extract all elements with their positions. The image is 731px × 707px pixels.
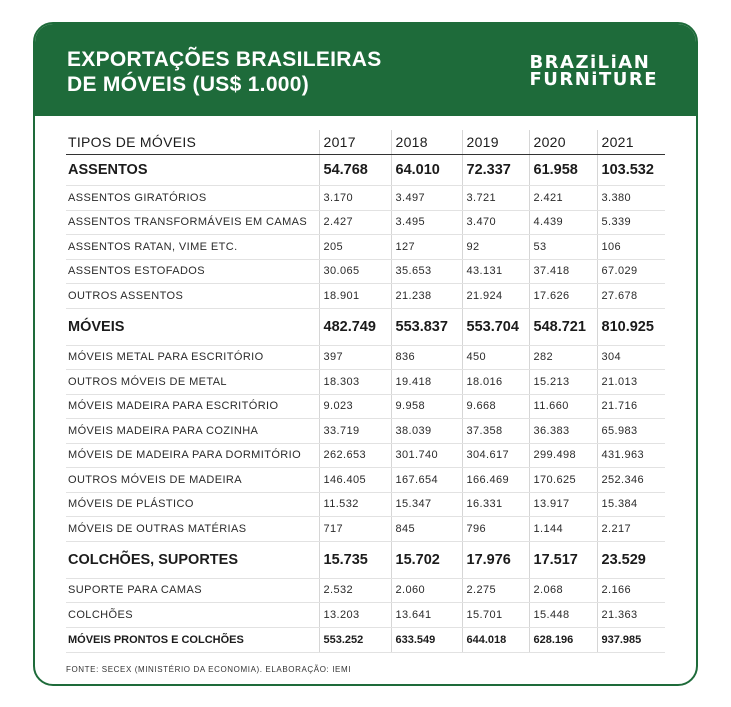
brazilian-furniture-logo	[529, 54, 658, 88]
table-row	[66, 468, 665, 493]
cell-2018: 19.418	[391, 370, 462, 395]
cell-2020: 53	[529, 235, 597, 260]
cell-2020: 17.626	[529, 284, 597, 309]
cell-2017: 11.532	[319, 492, 391, 517]
category-row	[66, 541, 665, 578]
cell-2021: 2.217	[597, 517, 665, 542]
row-label: MÓVEIS DE OUTRAS MATÉRIAS	[66, 517, 319, 542]
logo-line-2: FURNiTURE	[529, 69, 658, 90]
row-label: COLCHÕES, SUPORTES	[66, 541, 319, 578]
cell-2021: 103.532	[597, 155, 665, 186]
cell-2018: 21.238	[391, 284, 462, 309]
cell-2017: 397	[319, 345, 391, 370]
cell-2018: 2.060	[391, 578, 462, 603]
cell-2017: 553.252	[319, 627, 391, 652]
cell-2021: 252.346	[597, 468, 665, 493]
column-header-type: TIPOS DE MÓVEIS	[66, 130, 319, 155]
cell-2019: 2.275	[462, 578, 529, 603]
table-row	[66, 419, 665, 444]
column-header-2021: 2021	[597, 130, 665, 155]
cell-2021: 15.384	[597, 492, 665, 517]
row-label: ASSENTOS GIRATÓRIOS	[66, 186, 319, 211]
table-row	[66, 443, 665, 468]
row-label: OUTROS ASSENTOS	[66, 284, 319, 309]
cell-2018: 13.641	[391, 603, 462, 628]
cell-2020: 13.917	[529, 492, 597, 517]
cell-2020: 61.958	[529, 155, 597, 186]
column-header-2017: 2017	[319, 130, 391, 155]
row-label: ASSENTOS TRANSFORMÁVEIS EM CAMAS	[66, 210, 319, 235]
cell-2018: 553.837	[391, 308, 462, 345]
row-label: ASSENTOS ESTOFADOS	[66, 259, 319, 284]
title-line-2: DE MÓVEIS (US$ 1.000)	[67, 73, 310, 96]
column-header-2020: 2020	[529, 130, 597, 155]
cell-2020: 37.418	[529, 259, 597, 284]
cell-2019: 796	[462, 517, 529, 542]
cell-2017: 717	[319, 517, 391, 542]
cell-2019: 92	[462, 235, 529, 260]
row-label: OUTROS MÓVEIS DE MADEIRA	[66, 468, 319, 493]
cell-2018: 64.010	[391, 155, 462, 186]
cell-2021: 304	[597, 345, 665, 370]
cell-2021: 431.963	[597, 443, 665, 468]
cell-2017: 30.065	[319, 259, 391, 284]
cell-2020: 15.213	[529, 370, 597, 395]
cell-2020: 17.517	[529, 541, 597, 578]
table-row	[66, 603, 665, 628]
cell-2018: 3.497	[391, 186, 462, 211]
table-row	[66, 235, 665, 260]
table-row	[66, 210, 665, 235]
row-label: MÓVEIS MADEIRA PARA COZINHA	[66, 419, 319, 444]
row-label: MÓVEIS	[66, 308, 319, 345]
logo-line-1: BRAZiLiAN	[529, 52, 651, 73]
cell-2019: 3.470	[462, 210, 529, 235]
cell-2018: 15.702	[391, 541, 462, 578]
row-label: MÓVEIS PRONTOS E COLCHÕES	[66, 627, 319, 652]
cell-2020: 548.721	[529, 308, 597, 345]
category-row	[66, 155, 665, 186]
cell-2020: 11.660	[529, 394, 597, 419]
cell-2019: 3.721	[462, 186, 529, 211]
cell-2019: 16.331	[462, 492, 529, 517]
row-label: ASSENTOS	[66, 155, 319, 186]
cell-2020: 170.625	[529, 468, 597, 493]
cell-2017: 2.427	[319, 210, 391, 235]
cell-2018: 836	[391, 345, 462, 370]
source-note: FONTE: SECEX (MINISTÉRIO DA ECONOMIA). ELABORAÇÃO: IEMI	[66, 665, 352, 674]
table-header-row	[66, 130, 665, 155]
cell-2020: 282	[529, 345, 597, 370]
table-row	[66, 370, 665, 395]
table-row	[66, 345, 665, 370]
cell-2017: 15.735	[319, 541, 391, 578]
cell-2017: 9.023	[319, 394, 391, 419]
cell-2021: 27.678	[597, 284, 665, 309]
cell-2019: 18.016	[462, 370, 529, 395]
cell-2018: 9.958	[391, 394, 462, 419]
row-label: MÓVEIS MADEIRA PARA ESCRITÓRIO	[66, 394, 319, 419]
row-label: MÓVEIS METAL PARA ESCRITÓRIO	[66, 345, 319, 370]
row-label: MÓVEIS DE PLÁSTICO	[66, 492, 319, 517]
cell-2018: 15.347	[391, 492, 462, 517]
table-row	[66, 259, 665, 284]
exports-table	[66, 130, 665, 653]
cell-2020: 1.144	[529, 517, 597, 542]
row-label: SUPORTE PARA CAMAS	[66, 578, 319, 603]
cell-2021: 3.380	[597, 186, 665, 211]
row-label: OUTROS MÓVEIS DE METAL	[66, 370, 319, 395]
table-row	[66, 517, 665, 542]
cell-2018: 301.740	[391, 443, 462, 468]
cell-2019: 43.131	[462, 259, 529, 284]
cell-2021: 937.985	[597, 627, 665, 652]
cell-2019: 17.976	[462, 541, 529, 578]
cell-2019: 644.018	[462, 627, 529, 652]
cell-2019: 21.924	[462, 284, 529, 309]
cell-2021: 23.529	[597, 541, 665, 578]
cell-2018: 3.495	[391, 210, 462, 235]
title-line-1: EXPORTAÇÕES BRASILEIRAS	[67, 48, 382, 71]
cell-2017: 2.532	[319, 578, 391, 603]
cell-2018: 633.549	[391, 627, 462, 652]
table-row	[66, 186, 665, 211]
cell-2018: 167.654	[391, 468, 462, 493]
table-row	[66, 394, 665, 419]
table-row	[66, 284, 665, 309]
cell-2017: 205	[319, 235, 391, 260]
cell-2019: 37.358	[462, 419, 529, 444]
cell-2020: 4.439	[529, 210, 597, 235]
cell-2018: 35.653	[391, 259, 462, 284]
cell-2020: 299.498	[529, 443, 597, 468]
column-header-2018: 2018	[391, 130, 462, 155]
cell-2017: 146.405	[319, 468, 391, 493]
row-label: MÓVEIS DE MADEIRA PARA DORMITÓRIO	[66, 443, 319, 468]
cell-2018: 845	[391, 517, 462, 542]
row-label: ASSENTOS RATAN, VIME ETC.	[66, 235, 319, 260]
cell-2021: 21.363	[597, 603, 665, 628]
cell-2019: 304.617	[462, 443, 529, 468]
cell-2019: 450	[462, 345, 529, 370]
category-row	[66, 308, 665, 345]
exports-card	[33, 22, 698, 686]
cell-2017: 3.170	[319, 186, 391, 211]
cell-2020: 15.448	[529, 603, 597, 628]
cell-2017: 13.203	[319, 603, 391, 628]
cell-2017: 18.303	[319, 370, 391, 395]
cell-2020: 2.068	[529, 578, 597, 603]
cell-2018: 127	[391, 235, 462, 260]
column-header-2019: 2019	[462, 130, 529, 155]
cell-2019: 15.701	[462, 603, 529, 628]
total-row	[66, 627, 665, 652]
cell-2021: 21.013	[597, 370, 665, 395]
cell-2020: 36.383	[529, 419, 597, 444]
cell-2020: 628.196	[529, 627, 597, 652]
cell-2019: 166.469	[462, 468, 529, 493]
cell-2021: 2.166	[597, 578, 665, 603]
cell-2021: 5.339	[597, 210, 665, 235]
card-header	[35, 24, 696, 116]
cell-2019: 9.668	[462, 394, 529, 419]
cell-2019: 553.704	[462, 308, 529, 345]
cell-2021: 67.029	[597, 259, 665, 284]
cell-2020: 2.421	[529, 186, 597, 211]
cell-2017: 482.749	[319, 308, 391, 345]
page-title	[67, 47, 382, 97]
table-row	[66, 578, 665, 603]
cell-2021: 65.983	[597, 419, 665, 444]
cell-2019: 72.337	[462, 155, 529, 186]
table-row	[66, 492, 665, 517]
cell-2017: 262.653	[319, 443, 391, 468]
cell-2018: 38.039	[391, 419, 462, 444]
cell-2021: 21.716	[597, 394, 665, 419]
cell-2017: 18.901	[319, 284, 391, 309]
cell-2021: 810.925	[597, 308, 665, 345]
cell-2017: 54.768	[319, 155, 391, 186]
cell-2021: 106	[597, 235, 665, 260]
row-label: COLCHÕES	[66, 603, 319, 628]
cell-2017: 33.719	[319, 419, 391, 444]
